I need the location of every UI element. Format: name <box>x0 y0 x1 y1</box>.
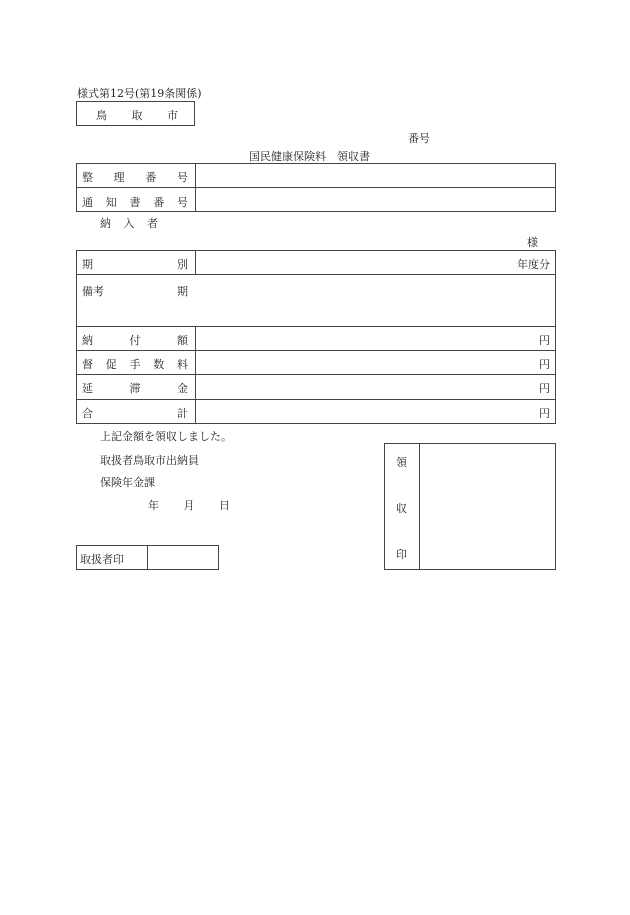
label-late-charge <box>82 380 188 396</box>
city-char-2: 取 <box>131 109 143 122</box>
label-payment-amount <box>82 332 188 348</box>
divider <box>76 274 556 275</box>
char: 印 <box>396 548 407 561</box>
char: 期 <box>82 258 93 271</box>
divider <box>419 443 420 570</box>
divider <box>147 545 148 570</box>
handler-seal-label: 取扱者印 <box>80 553 124 566</box>
remarks-label: 備考 <box>82 285 104 298</box>
char: 金 <box>177 382 188 395</box>
city-char-3: 市 <box>167 109 178 122</box>
remarks-period-label: 期 <box>177 285 188 298</box>
char: 通 <box>82 196 93 209</box>
label-total <box>82 405 188 421</box>
divider <box>195 163 196 212</box>
yen-unit: 円 <box>539 407 550 420</box>
label-reference-number <box>82 169 188 185</box>
honorific: 様 <box>527 236 538 249</box>
receipt-seal-label <box>384 454 419 562</box>
char: 計 <box>177 407 188 420</box>
char: 領 <box>396 456 407 469</box>
divider <box>195 326 196 424</box>
char: 額 <box>177 334 188 347</box>
city-char-1: 鳥 <box>96 109 107 122</box>
char: 号 <box>177 196 188 209</box>
label-period <box>82 256 188 272</box>
number-label: 番号 <box>408 132 430 145</box>
handler-line-2: 保険年金課 <box>100 476 155 489</box>
char: 番 <box>153 196 165 209</box>
date-month: 月 <box>183 499 195 512</box>
char: 付 <box>129 334 141 347</box>
char: 番 <box>145 171 157 184</box>
divider <box>76 374 556 375</box>
handler-line-1: 取扱者鳥取市出納員 <box>100 454 199 467</box>
char: 書 <box>129 196 141 209</box>
yen-unit: 円 <box>539 382 550 395</box>
char: 数 <box>153 358 165 371</box>
char: 延 <box>82 382 93 395</box>
char: 知 <box>105 196 117 209</box>
label-notice-number <box>82 194 188 210</box>
char: 納 <box>100 217 111 230</box>
fiscal-year-suffix: 年度分 <box>517 258 550 271</box>
divider <box>76 187 556 188</box>
received-note: 上記金額を領収しました。 <box>100 430 232 443</box>
char: 納 <box>82 334 93 347</box>
divider <box>76 350 556 351</box>
receipt-title: 国民健康保険料 領収書 <box>249 150 370 163</box>
yen-unit: 円 <box>539 358 550 371</box>
char: 号 <box>176 171 188 184</box>
divider <box>76 326 556 327</box>
char: 合 <box>82 407 93 420</box>
date-day: 日 <box>219 499 230 512</box>
char: 理 <box>113 171 125 184</box>
char: 督 <box>82 358 93 371</box>
char: 者 <box>147 217 158 230</box>
char: 料 <box>177 358 188 371</box>
char: 整 <box>82 171 93 184</box>
char: 促 <box>105 358 117 371</box>
form-id: 様式第12号(第19条関係) <box>77 87 202 100</box>
char: 入 <box>123 217 135 230</box>
char: 手 <box>129 358 141 371</box>
label-reminder-fee <box>82 356 188 372</box>
divider <box>195 250 196 274</box>
city-name <box>96 107 178 123</box>
divider <box>76 399 556 400</box>
date-line <box>148 497 230 513</box>
date-year: 年 <box>148 499 159 512</box>
yen-unit: 円 <box>539 334 550 347</box>
char: 滞 <box>129 382 141 395</box>
char: 別 <box>177 258 188 271</box>
char: 収 <box>396 502 407 515</box>
payer-label <box>100 215 158 231</box>
